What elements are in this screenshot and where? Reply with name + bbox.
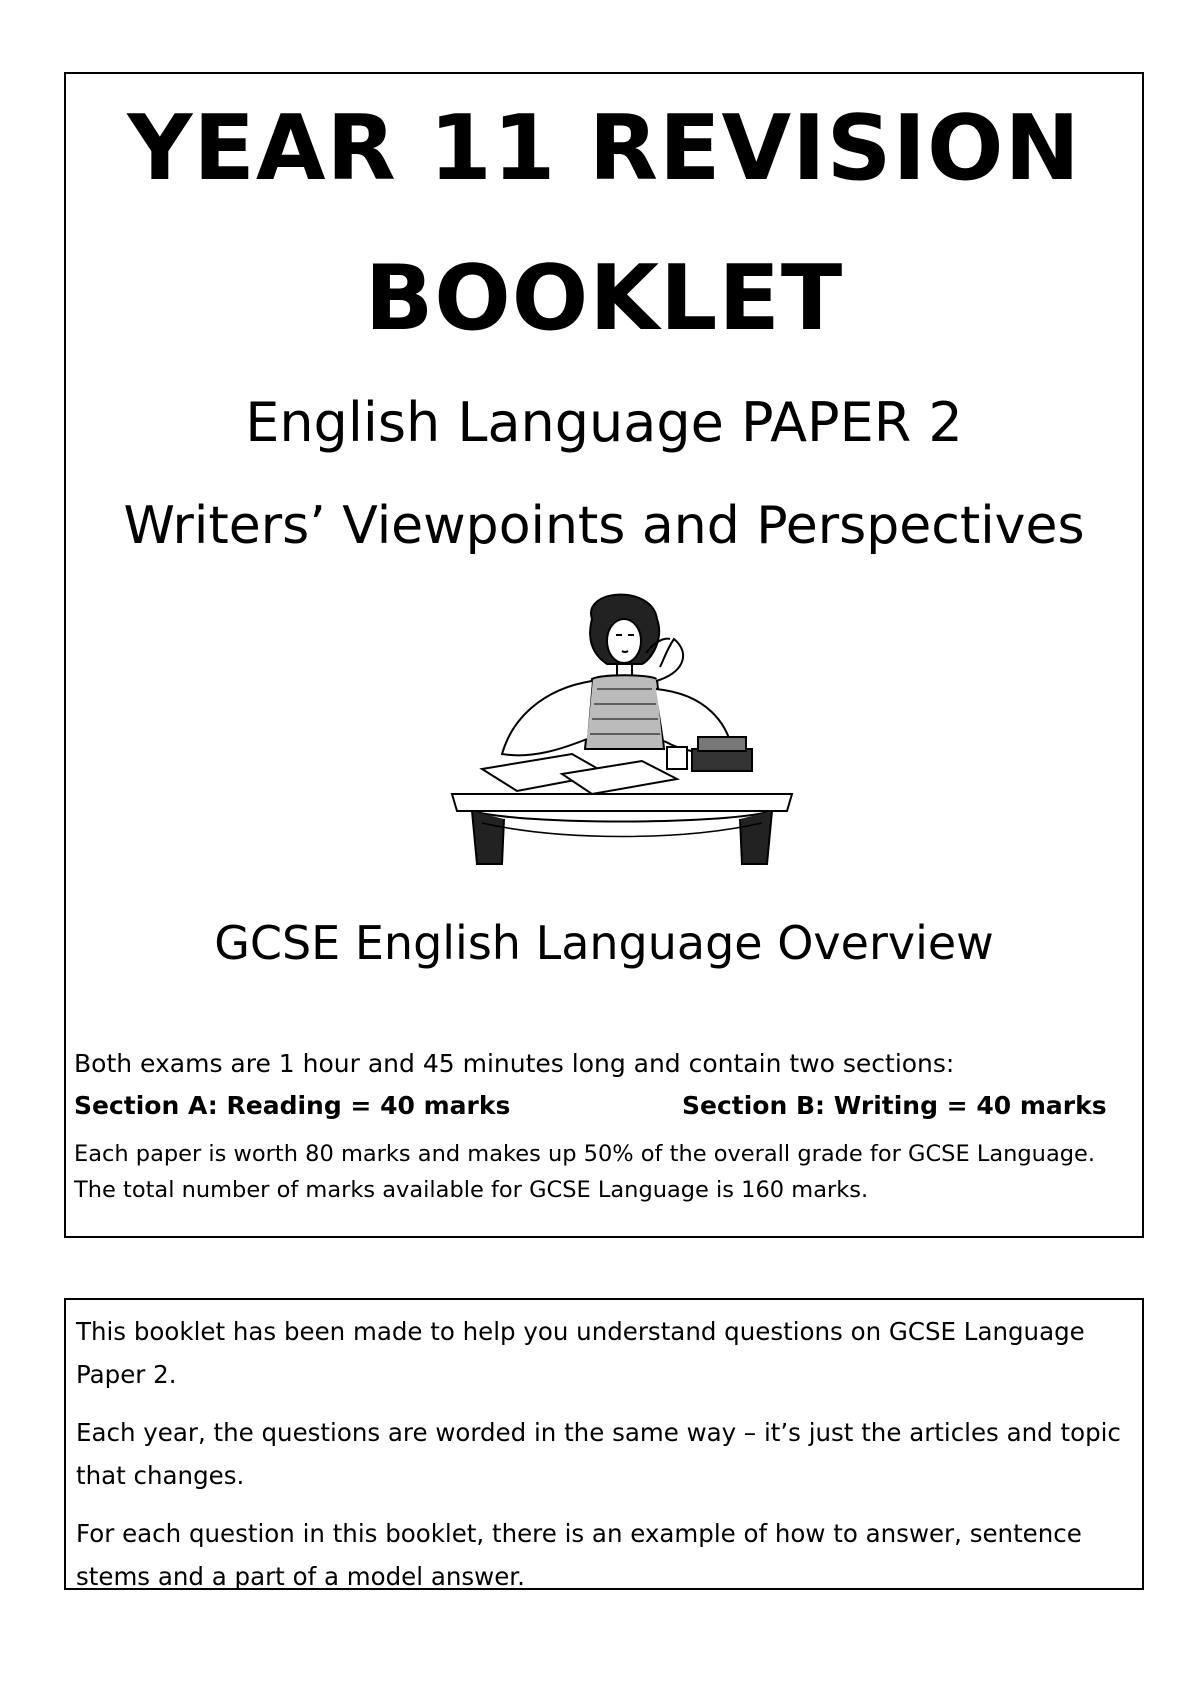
section-a-text: Section A: Reading = 40 marks	[74, 1091, 511, 1120]
intro-box	[64, 1298, 1144, 1590]
woman-at-desk-illustration	[442, 579, 802, 879]
overview-heading: GCSE English Language Overview	[214, 916, 994, 970]
section-marks-row	[74, 1090, 1132, 1123]
intro-paragraph-1: This booklet has been made to help you understand questions on GCSE Language Paper 2.	[76, 1317, 1085, 1389]
total-marks-text: The total number of marks available for GCSE Language is 160 marks.	[74, 1177, 869, 1203]
intro-paragraph-3: For each question in this booklet, there is an example of how to answer, sentence stems and a part of a model answer.	[76, 1519, 1082, 1591]
title-line-1: YEAR 11 REVISION	[127, 96, 1081, 201]
subtitle-paper: English Language PAPER 2	[245, 391, 963, 454]
subtitle-topic: Writers’ Viewpoints and Perspectives	[123, 496, 1085, 556]
intro-paragraph-2: Each year, the questions are worded in the same way – it’s just the articles and topic that changes.	[76, 1418, 1121, 1490]
marks-info	[74, 1136, 1132, 1208]
paper-worth-text: Each paper is worth 80 marks and makes up 50% of the overall grade for GCSE Language.	[74, 1141, 1096, 1167]
title-line-2: BOOKLET	[364, 246, 844, 351]
section-b-text: Section B: Writing = 40 marks	[682, 1091, 1107, 1120]
cover-box	[64, 72, 1144, 1238]
exam-length-text: Both exams are 1 hour and 45 minutes long and contain two sections:	[74, 1049, 955, 1078]
